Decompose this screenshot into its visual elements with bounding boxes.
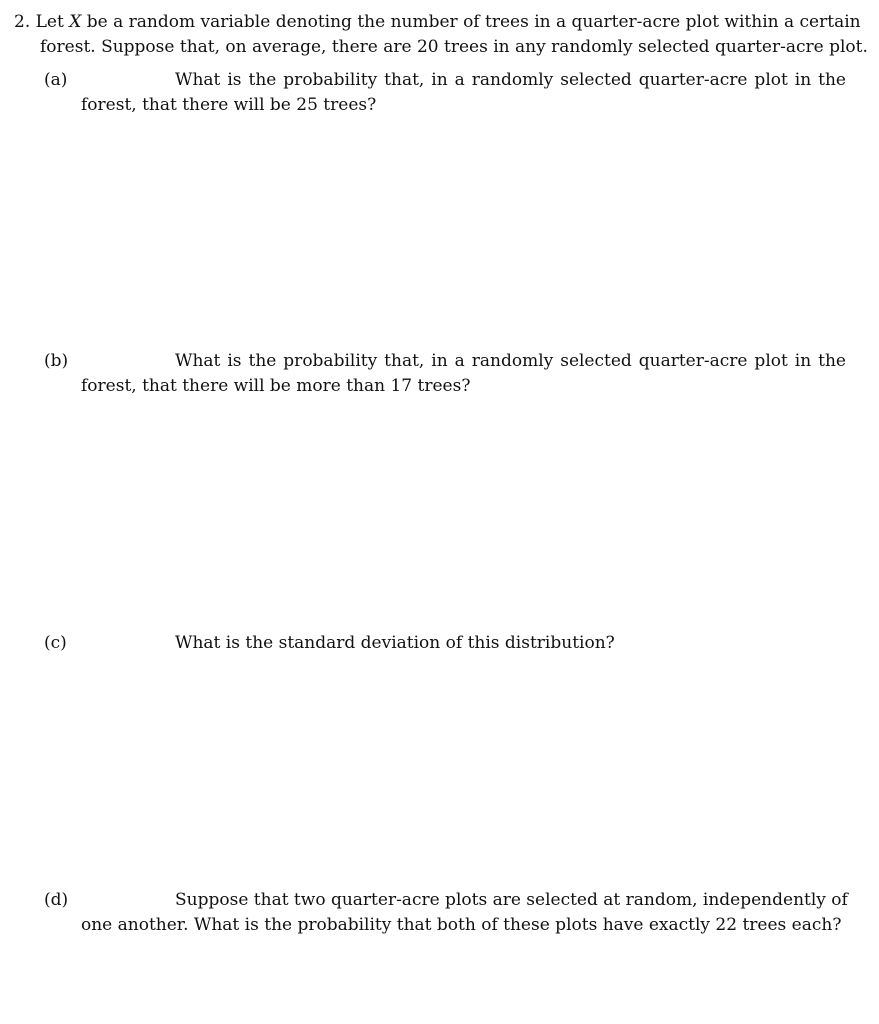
problem-statement — [14, 10, 868, 60]
part-d-question-line-1: Suppose that two quarter-acre plots are selected at random, independently of — [175, 890, 848, 910]
problem-number: 2. — [14, 12, 31, 32]
intro-text-after-variable: be a random variable denoting the number of trees in a quarter-acre plot within a certain — [86, 12, 861, 32]
part-c-question-line-1: What is the standard deviation of this distribution? — [175, 633, 615, 653]
part-b-label: (b) — [44, 351, 69, 371]
part-d-question-line-2: one another. What is the probability that both of these plots have exactly 22 trees each? — [81, 915, 842, 935]
part-a-question-line-2: forest, that there will be 25 trees? — [81, 95, 377, 115]
part-a-label: (a) — [44, 70, 68, 90]
part-d-label: (d) — [44, 890, 69, 910]
problem-intro-line-1 — [14, 10, 861, 35]
random-variable: X — [69, 12, 82, 32]
part-b-question-line-1: What is the probability that, in a randomly selected quarter-acre plot in the — [175, 351, 846, 371]
intro-text-before-variable: Let — [35, 12, 64, 32]
part-c-label: (c) — [44, 633, 67, 653]
problem-intro-line-2: forest. Suppose that, on average, there are 20 trees in any randomly selected quarter-acre plot. — [40, 37, 868, 57]
part-b-question-line-2: forest, that there will be more than 17 trees? — [81, 376, 471, 396]
part-a-question-line-1: What is the probability that, in a randomly selected quarter-acre plot in the — [175, 70, 846, 90]
